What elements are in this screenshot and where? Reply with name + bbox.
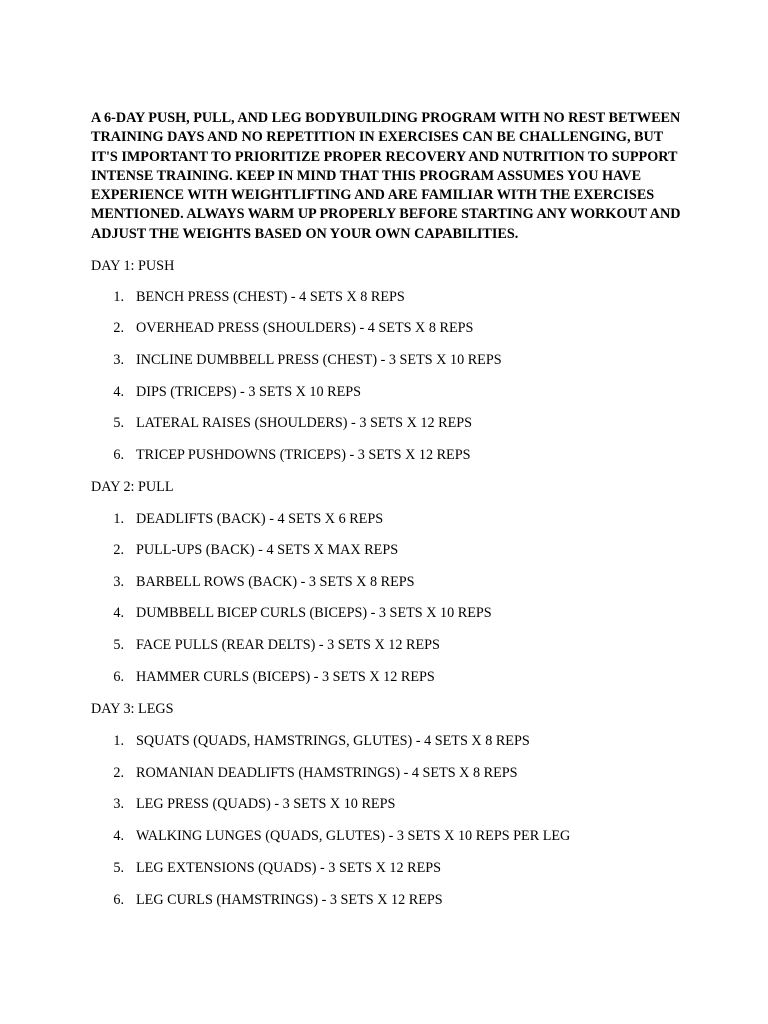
list-item-text: SQUATS (QUADS, HAMSTRINGS, GLUTES) - 4 SETS X 8 REPS — [136, 733, 530, 749]
list-item-text: PULL-UPS (BACK) - 4 SETS X MAX REPS — [136, 542, 399, 558]
list-item-number: 4. — [113, 828, 124, 844]
list-item-number: 6. — [113, 447, 124, 463]
list-item-number: 5. — [113, 860, 124, 876]
list-item-number: 2. — [113, 765, 124, 781]
list-item-number: 4. — [113, 384, 124, 400]
list-item-number: 5. — [113, 415, 124, 431]
day-2-heading: DAY 2: PULL — [91, 479, 174, 495]
list-item-text: OVERHEAD PRESS (SHOULDERS) - 4 SETS X 8 REPS — [136, 320, 474, 336]
list-item-text: INCLINE DUMBBELL PRESS (CHEST) - 3 SETS X 10 REPS — [136, 352, 502, 368]
list-item-text: LEG EXTENSIONS (QUADS) - 3 SETS X 12 REPS — [136, 860, 442, 876]
list-item-text: WALKING LUNGES (QUADS, GLUTES) - 3 SETS X 10 REPS PER LEG — [136, 828, 571, 844]
day-3-heading: DAY 3: LEGS — [91, 701, 174, 717]
list-item-number: 3. — [113, 796, 124, 812]
list-item-number: 2. — [113, 320, 124, 336]
list-item-number: 5. — [113, 637, 124, 653]
list-item-text: DUMBBELL BICEP CURLS (BICEPS) - 3 SETS X 10 REPS — [136, 605, 492, 621]
list-item-text: ROMANIAN DEADLIFTS (HAMSTRINGS) - 4 SETS X 8 REPS — [136, 765, 518, 781]
list-item-number: 1. — [113, 511, 124, 527]
list-item-number: 2. — [113, 542, 124, 558]
intro-line: MENTIONED. ALWAYS WARM UP PROPERLY BEFORE STARTING ANY WORKOUT AND — [91, 206, 681, 223]
day-1-heading: DAY 1: PUSH — [91, 258, 175, 274]
list-item-text: BENCH PRESS (CHEST) - 4 SETS X 8 REPS — [136, 289, 405, 305]
list-item-text: DIPS (TRICEPS) - 3 SETS X 10 REPS — [136, 384, 362, 400]
intro-line: EXPERIENCE WITH WEIGHTLIFTING AND ARE FAMILIAR WITH THE EXERCISES — [91, 187, 655, 204]
intro-line: ADJUST THE WEIGHTS BASED ON YOUR OWN CAPABILITIES. — [91, 225, 519, 242]
list-item-number: 6. — [113, 892, 124, 908]
list-item-text: LEG CURLS (HAMSTRINGS) - 3 SETS X 12 REPS — [136, 892, 443, 908]
intro-line: INTENSE TRAINING. KEEP IN MIND THAT THIS PROGRAM ASSUMES YOU HAVE — [91, 167, 642, 184]
list-item-number: 6. — [113, 669, 124, 685]
list-item-text: DEADLIFTS (BACK) - 4 SETS X 6 REPS — [136, 511, 384, 527]
list-item-number: 3. — [113, 352, 124, 368]
list-item-text: FACE PULLS (REAR DELTS) - 3 SETS X 12 REPS — [136, 637, 440, 653]
intro-line: TRAINING DAYS AND NO REPETITION IN EXERCISES CAN BE CHALLENGING, BUT — [91, 129, 664, 146]
list-item-text: TRICEP PUSHDOWNS (TRICEPS) - 3 SETS X 12 REPS — [136, 447, 471, 463]
list-item-text: HAMMER CURLS (BICEPS) - 3 SETS X 12 REPS — [136, 669, 435, 685]
list-item-number: 4. — [113, 605, 124, 621]
intro-line: IT'S IMPORTANT TO PRIORITIZE PROPER RECOVERY AND NUTRITION TO SUPPORT — [91, 148, 678, 165]
list-item-text: LEG PRESS (QUADS) - 3 SETS X 10 REPS — [136, 796, 396, 812]
intro-paragraph — [91, 109, 691, 244]
list-item-text: BARBELL ROWS (BACK) - 3 SETS X 8 REPS — [136, 574, 415, 590]
list-item-number: 1. — [113, 733, 124, 749]
intro-line: A 6-DAY PUSH, PULL, AND LEG BODYBUILDING PROGRAM WITH NO REST BETWEEN — [91, 110, 681, 126]
list-item-text: LATERAL RAISES (SHOULDERS) - 3 SETS X 12 REPS — [136, 415, 473, 431]
list-item-number: 3. — [113, 574, 124, 590]
list-item-number: 1. — [113, 289, 124, 305]
